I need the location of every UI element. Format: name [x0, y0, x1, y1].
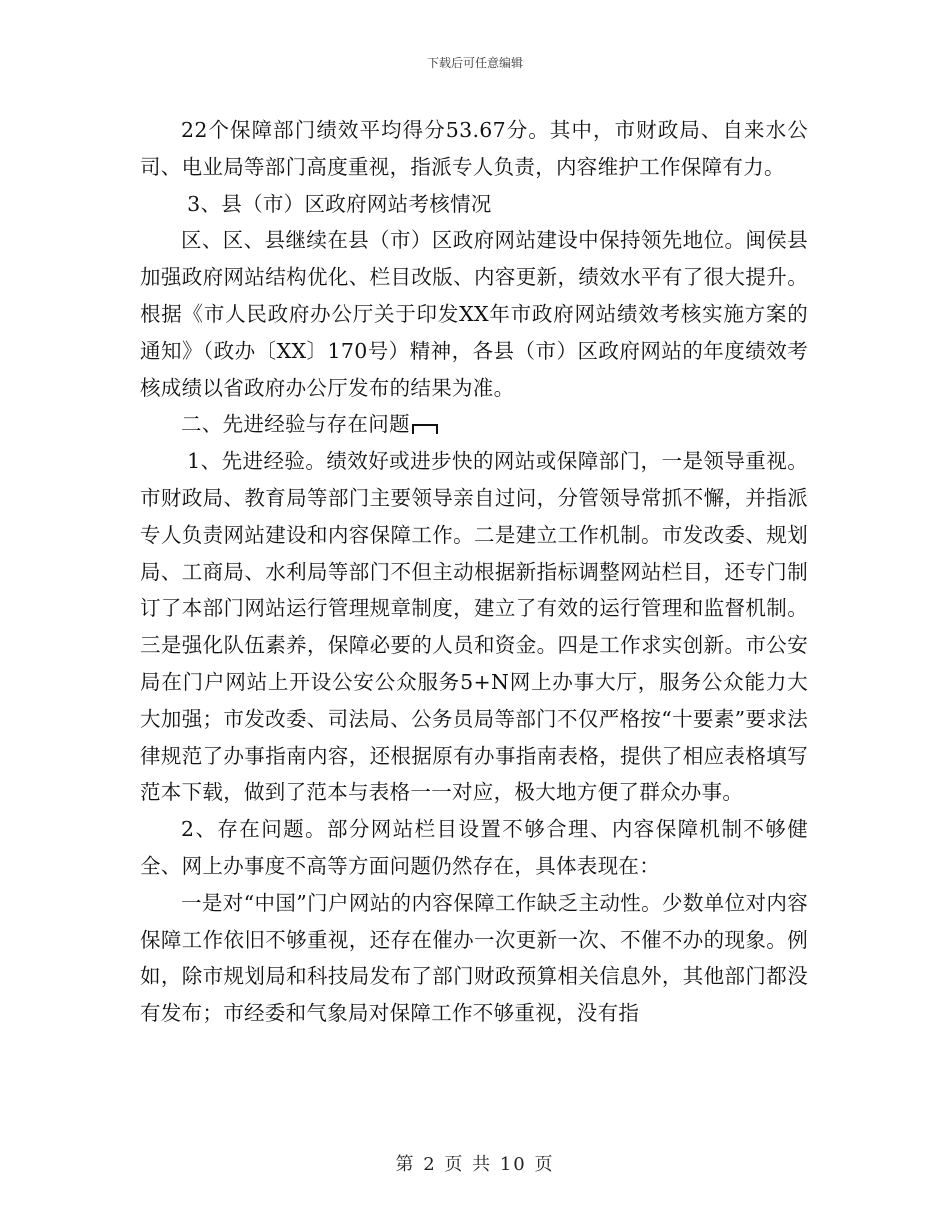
section-heading-2-wrapper [140, 406, 808, 443]
page-header: 下载后可任意编辑 [426, 56, 523, 70]
paragraph-3: 1、先进经验。绩效好或进步快的网站或保障部门，一是领导重视。市财政局、教育局等部门主要领导亲自过问，分管领导常抓不懈，并指派专人负责网站建设和内容保障工作。二是建立工作机制。市发改委、规划局、工商局、水利局等部门不但主动根据新指标调整网站栏目，还专门制订了本部门网站运行管理规章制度，建立了有效的运行管理和监督机制。三是强化队伍素养，保障必要的人员和资金。四是工作求实创新。市公安局在门户网站上开设公安公众服务5+N网上办事大厅，服务公众能力大大加强；市发改委、司法局、公务员局等部门不仅严格按“十要素”要求法律规范了办事指南内容，还根据原有办事指南表格，提供了相应表格填写范本下载，做到了范本与表格一一对应，极大地方便了群众办事。 [140, 449, 808, 805]
paragraph-2: 区、区、县继续在县（市）区政府网站建设中保持领先地位。闽侯县加强政府网站结构优化、栏目改版、内容更新，绩效水平有了很大提升。根据《市人民政府办公厅关于印发XX年市政府网站绩效考核实施方案的通知》（政办〔XX〕170号）精神，各县（市）区政府网站的年度绩效考核成绩以省政府办公厅发布的结果为准。 [140, 228, 808, 400]
section-heading-2: 二、先进经验与存在问题 [181, 412, 410, 437]
edit-mark-icon [412, 424, 438, 434]
page-footer: 第 2 页 共 10 页 [395, 1154, 555, 1175]
section-heading-3: 3、县（市）区政府网站考核情况 [187, 191, 492, 216]
paragraph-5: 一是对“中国”门户网站的内容保障工作缺乏主动性。少数单位对内容保障工作依旧不够重视，还存在催办一次更新一次、不催不办的现象。例如，除市规划局和科技局发布了部门财政预算相关信息外，其他部门都没有发布；市经委和气象局对保障工作不够重视，没有指 [140, 890, 808, 1026]
document-body [140, 112, 808, 1032]
paragraph-1: 22个保障部门绩效平均得分53.67分。其中，市财政局、自来水公司、电业局等部门高度重视，指派专人负责，内容维护工作保障有力。 [140, 118, 808, 179]
paragraph-4: 2、存在问题。部分网站栏目设置不够合理、内容保障机制不够健全、网上办事度不高等方面问题仍然存在，具体表现在： [140, 817, 808, 878]
